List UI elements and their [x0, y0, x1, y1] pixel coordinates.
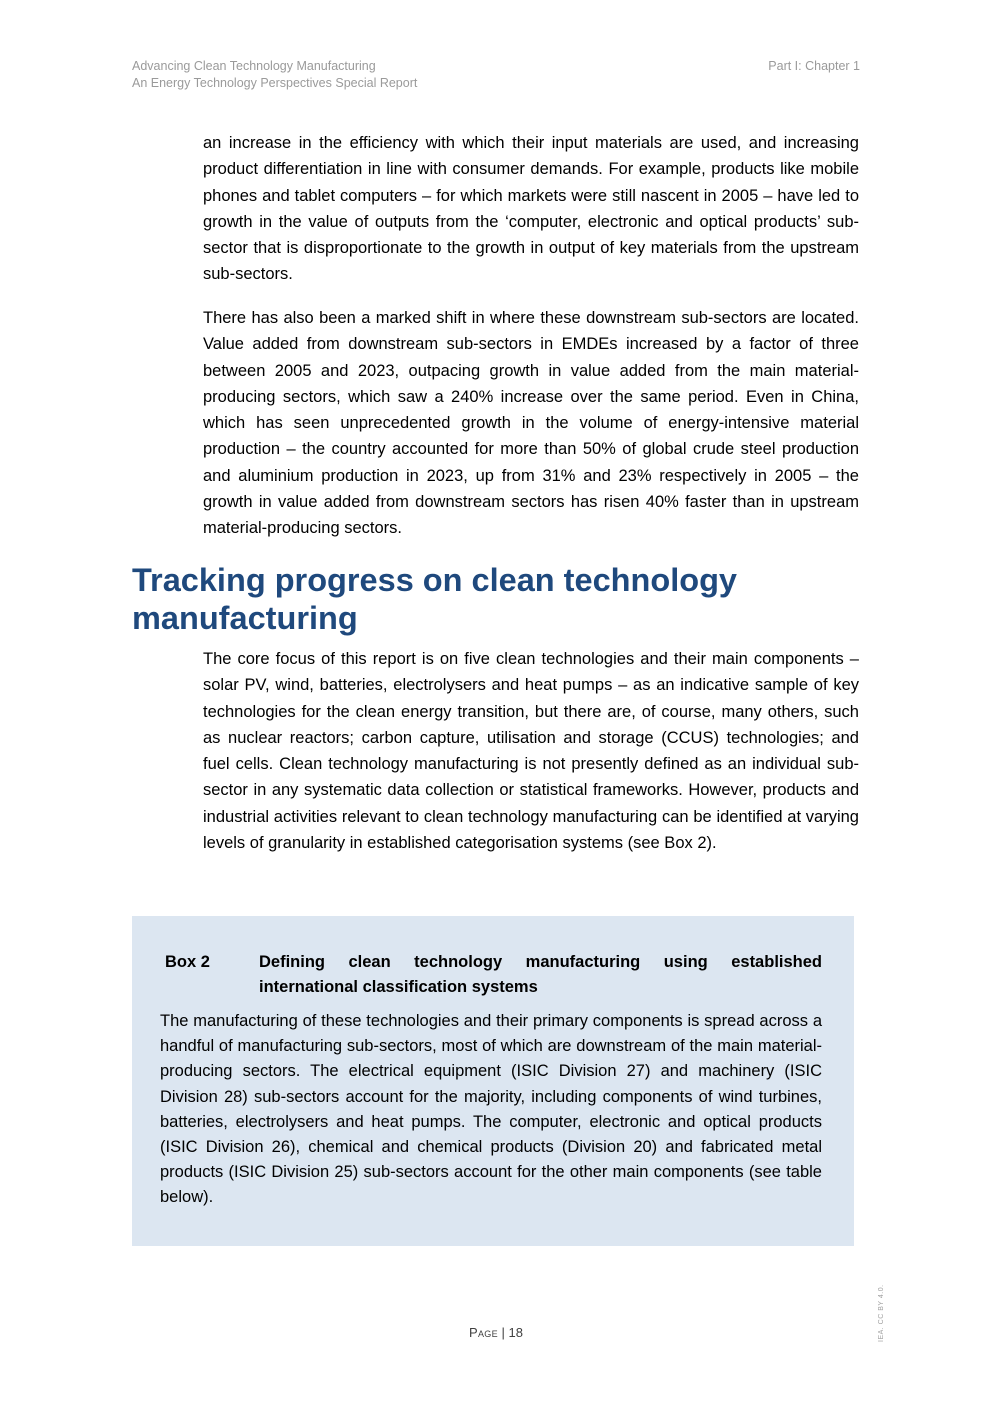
report-title — [132, 58, 417, 92]
box-label: Box 2 — [165, 953, 210, 971]
license-note: IEA. CC BY 4.0. — [878, 1284, 885, 1342]
page-word: Page — [469, 1325, 498, 1340]
report-title-line2: An Energy Technology Perspectives Special Report — [132, 76, 418, 90]
report-title-line1: Advancing Clean Technology Manufacturing — [132, 59, 376, 73]
page-separator: | — [497, 1325, 509, 1340]
box-body: The manufacturing of these technologies and their primary components is spread across a handful of manufacturing sub-sectors, most of which are downstream of the main material-producing sectors. The electrical equipment (ISIC Division 27) and machinery (ISIC Division 28) sub-sectors account for the majority, including components of wind turbines, batteries, electrolysers and heat pumps. The computer, electronic and optical products (ISIC Division 26), chemical and chemical products (Division 20) and fabricated metal products (ISIC Division 25) sub-sectors account for the other main components (see table below). — [160, 1012, 822, 1207]
chapter-label: Part I: Chapter 1 — [768, 59, 860, 73]
section-heading: Tracking progress on clean technology manufacturing — [132, 562, 738, 636]
page-footer — [0, 1325, 992, 1340]
page-number: 18 — [508, 1325, 523, 1340]
box-title: Defining clean technology manufacturing using established international classification systems — [259, 953, 822, 996]
info-box — [132, 916, 854, 1246]
body-paragraph-3: The core focus of this report is on five clean technologies and their main components – solar PV, wind, batteries, electrolysers and heat pumps – as an indicative sample of key technologies for the clean energy transition, but there are, of course, many others, such as nuclear reactors; carbon capture, utilisation and storage (CCUS) technologies; and fuel cells. Clean technology manufacturing is not presently defined as an individual sub-sector in any systematic data collection or statistical frameworks. However, products and industrial activities relevant to clean technology manufacturing can be identified at varying levels of granularity in established categorisation systems (see Box 2). — [203, 650, 859, 853]
body-paragraph-2: There has also been a marked shift in where these downstream sub-sectors are located. Value added from downstream sub-sectors in EMDEs increased by a factor of three between 2005 and 2023, outpacing growth in value added from the main material-producing sectors, which saw a 240% increase over the same period. Even in China, which has seen unprecedented growth in the volume of energy-intensive material production – the country accounted for more than 50% of global crude steel production and aluminium production in 2023, up from 31% and 23% respectively in 2005 – the growth in value added from downstream sectors has risen 40% faster than in upstream material-producing sectors. — [203, 309, 859, 538]
body-paragraph-1: an increase in the efficiency with which their input materials are used, and increasing product differentiation in line with consumer demands. For example, products like mobile phones and tablet computers – for which markets were still nascent in 2005 – have led to growth in the value of outputs from the ‘computer, electronic and optical products’ sub-sector that is disproportionate to the growth in output of key materials from the upstream sub-sectors. — [203, 134, 859, 284]
